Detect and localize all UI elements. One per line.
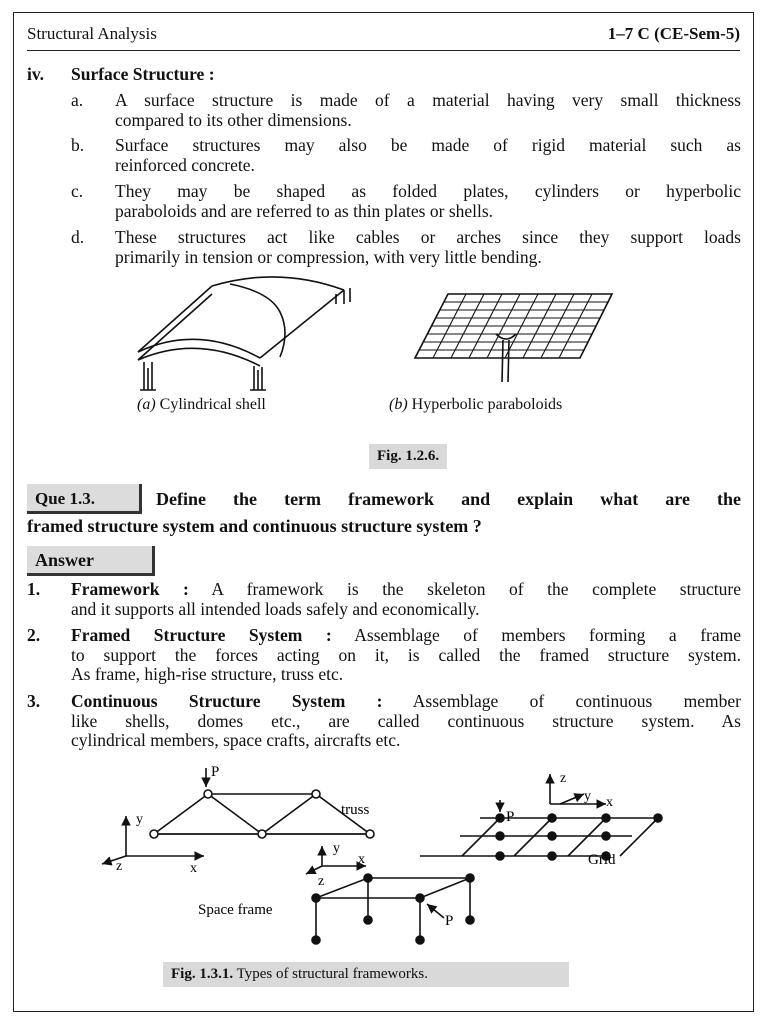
list-item-line: A surface structure is made of a material having very small thickness	[115, 90, 741, 110]
answer-term: Continuous Structure System :	[71, 691, 383, 711]
question-tag: Que 1.3.	[27, 484, 142, 514]
space-frame-load-label: P	[445, 913, 454, 929]
fig-1-2-6-label: Fig. 1.2.6.	[369, 444, 447, 469]
fig-1-2-6-illustrations	[130, 272, 630, 394]
answer-line	[71, 580, 741, 600]
list-item-letter: c.	[71, 181, 84, 201]
list-item	[115, 182, 741, 221]
answer-number: 1.	[27, 579, 41, 599]
grid-label: Grid	[588, 852, 616, 868]
list-item-letter: a.	[71, 90, 84, 110]
grid-axis-y: y	[584, 789, 591, 804]
answer-text: A framework is the skeleton of the complete structure	[188, 579, 741, 599]
space-frame-axis-z: z	[318, 874, 325, 889]
answer-line: As frame, high-rise structure, truss etc.	[71, 664, 344, 684]
caption-a-letter: (a)	[137, 396, 156, 413]
section-number: iv.	[27, 64, 45, 84]
question-line-1: Define the term framework and explain what are the	[156, 489, 741, 509]
list-item-line: paraboloids and are referred to as thin plates or shells.	[115, 200, 494, 221]
truss-load-label: P	[211, 764, 220, 780]
header-title: Structural Analysis	[27, 24, 157, 43]
truss-axis-x: x	[190, 861, 197, 876]
answer-line: and it supports all intended loads safely and economically.	[71, 598, 480, 619]
cylindrical-shell-drawing	[138, 277, 350, 390]
caption-b-text: Hyperbolic paraboloids	[411, 396, 563, 413]
fig-1-2-6-caption-a	[137, 396, 266, 414]
hyperbolic-paraboloid-drawing	[415, 294, 612, 382]
running-header	[27, 24, 740, 51]
answer-text: Assemblage of members forming a frame	[331, 625, 742, 645]
list-item-line: These structures act like cables or arches since they support loads	[115, 227, 741, 247]
header-page-ref: 1–7 C (CE-Sem-5)	[607, 24, 740, 43]
answer-line	[71, 626, 741, 646]
fig-1-3-1-caption	[163, 962, 569, 987]
answer-text: Assemblage of continuous member	[382, 691, 741, 711]
grid-axis-z: z	[560, 771, 567, 786]
answer-term: Framework :	[71, 579, 189, 599]
caption-a-text: Cylindrical shell	[159, 396, 266, 413]
answer-line: like shells, domes etc., are called continuous structure system. As	[71, 710, 741, 731]
list-item	[115, 91, 741, 130]
space-frame-label: Space frame	[198, 902, 273, 918]
list-item-line: reinforced concrete.	[115, 154, 255, 175]
answer-number: 2.	[27, 625, 41, 645]
list-item-line: primarily in tension or compression, with very little bending.	[115, 246, 542, 267]
fig-1-3-1-label: Fig. 1.3.1.	[171, 966, 234, 982]
grid-axis-x: x	[606, 795, 613, 810]
answer-tag: Answer	[27, 546, 155, 576]
section-title: Surface Structure :	[71, 64, 215, 84]
answer-line: cylindrical members, space crafts, aircrafts etc.	[71, 730, 401, 750]
list-item-line: They may be shaped as folded plates, cylinders or hyperbolic	[115, 181, 741, 201]
space-frame-axis-y: y	[333, 841, 340, 856]
fig-1-3-1-illustrations	[90, 760, 690, 956]
answer-term: Framed Structure System :	[71, 625, 332, 645]
space-frame-axis-x: x	[358, 852, 365, 867]
answer-number: 3.	[27, 691, 41, 711]
list-item-line: Surface structures may also be made of rigid material such as	[115, 135, 741, 155]
answer-item	[71, 626, 741, 685]
answer-line	[71, 692, 741, 712]
list-item-line: compared to its other dimensions.	[115, 109, 352, 130]
list-item-letter: b.	[71, 135, 85, 155]
grid-load-label: P	[506, 809, 515, 825]
answer-item	[71, 692, 741, 751]
truss-label: truss	[341, 802, 370, 818]
grid-drawing	[420, 774, 662, 860]
list-item	[115, 228, 741, 267]
caption-b-letter: (b)	[389, 396, 408, 413]
answer-line: to support the forces acting on it, is called the framed structure system.	[71, 644, 741, 665]
fig-1-2-6-caption-b	[389, 396, 562, 414]
question-line-2: framed structure system and continuous structure system ?	[27, 516, 482, 536]
list-item-letter: d.	[71, 227, 85, 247]
space-frame-drawing	[306, 846, 474, 944]
truss-axis-y: y	[136, 812, 143, 827]
truss-axis-z: z	[116, 859, 123, 874]
answer-item	[71, 580, 741, 619]
list-item	[115, 136, 741, 175]
fig-1-3-1-caption-text: Types of structural frameworks.	[236, 966, 428, 982]
